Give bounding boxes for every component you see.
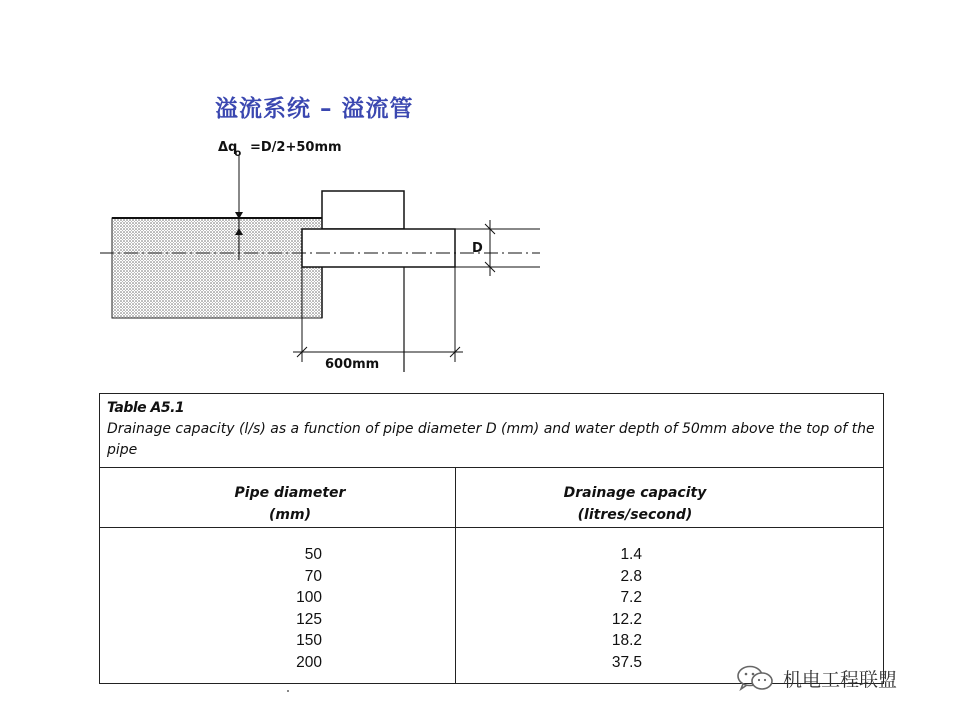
diameter-column: [250, 544, 322, 674]
diameter-cell: 70: [304, 567, 322, 585]
table-column-divider: [455, 467, 456, 683]
watermark-text: 机电工程联盟: [783, 668, 898, 691]
pipe-diameter-label: D: [472, 241, 483, 256]
page-title: 溢流系统 – 溢流管: [215, 95, 414, 122]
delta-q-label: $\Delta q_o$: [218, 140, 242, 159]
table-description: Drainage capacity (l/s) as a function of pipe diameter D (mm) and water depth of 50mm above the top of the pipe: [107, 421, 875, 458]
wall-block: [322, 191, 404, 229]
water-body: [112, 218, 322, 318]
capacity-column: [570, 544, 642, 674]
watermark: [735, 664, 897, 692]
stray-dot: [287, 690, 289, 692]
capacity-cell: 2.8: [620, 567, 642, 585]
diameter-cell: 125: [296, 610, 322, 628]
capacity-cell: 1.4: [620, 546, 642, 563]
diameter-cell: 150: [296, 632, 322, 650]
drainage-table: [99, 393, 884, 684]
formula-label: =D/2+50mm: [250, 140, 342, 155]
diameter-cell: 200: [296, 653, 322, 671]
wechat-icon: [735, 664, 775, 692]
header-pipe-diameter-line1: Pipe diameter: [234, 485, 346, 501]
capacity-cell: 12.2: [611, 610, 642, 628]
diameter-cell: 50: [304, 546, 322, 563]
header-pipe-diameter: [190, 482, 390, 526]
table-name: Table A5.1: [107, 400, 185, 416]
diameter-cell: 100: [296, 589, 322, 607]
header-drainage-capacity-line1: Drainage capacity: [563, 485, 707, 501]
table-caption: [107, 398, 875, 461]
table-divider-top: [100, 467, 883, 468]
header-drainage-capacity: [520, 482, 750, 526]
header-pipe-diameter-unit: (mm): [269, 507, 311, 523]
overflow-pipe: [302, 229, 455, 267]
pipe-length-label: 600mm: [325, 357, 380, 372]
header-drainage-capacity-unit: (litres/second): [577, 507, 693, 523]
capacity-cell: 37.5: [611, 653, 642, 671]
capacity-cell: 7.2: [620, 589, 642, 607]
table-divider-header: [100, 527, 883, 528]
capacity-cell: 18.2: [611, 632, 642, 650]
